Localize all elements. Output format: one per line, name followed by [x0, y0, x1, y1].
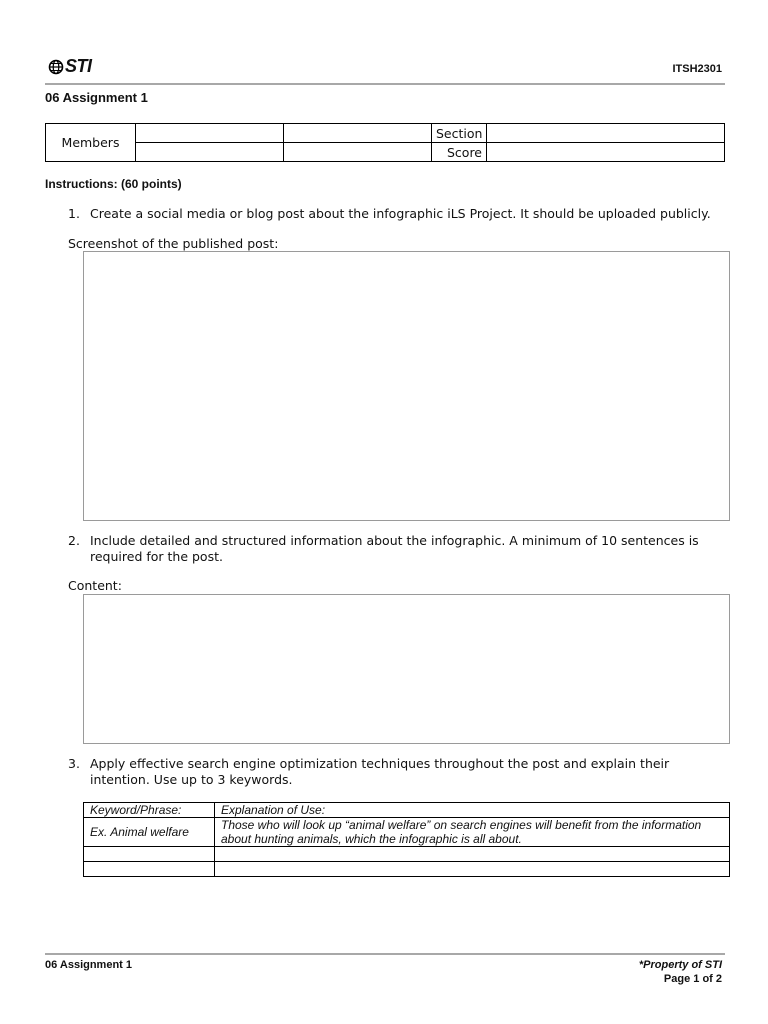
instruction-item — [68, 533, 728, 565]
keyword-cell[interactable] — [84, 847, 215, 862]
explanation-cell[interactable] — [215, 847, 730, 862]
screenshot-box[interactable] — [83, 251, 730, 521]
instructions-heading: Instructions: (60 points) — [45, 177, 182, 191]
logo-text: STI — [65, 56, 92, 76]
footer-title: 06 Assignment 1 — [45, 959, 133, 971]
item-number: 3. — [68, 756, 80, 771]
item-number: 1. — [68, 206, 80, 221]
members-label: Members — [46, 124, 136, 162]
content-caption: Content: — [68, 578, 122, 593]
table-row — [84, 847, 730, 862]
section-field[interactable] — [487, 124, 725, 143]
table-row — [84, 818, 730, 847]
keyword-table-header — [84, 803, 730, 818]
table-row — [84, 862, 730, 877]
members-table — [45, 123, 725, 162]
instruction-item — [68, 206, 728, 222]
explanation-header: Explanation of Use: — [215, 803, 730, 818]
page-title: 06 Assignment 1 — [45, 90, 148, 105]
item-text: Create a social media or blog post about the infographic iLS Project. It should be uploaded publicly. — [90, 206, 711, 221]
score-label: Score — [432, 143, 487, 162]
keyword-cell: Ex. Animal welfare — [84, 818, 215, 847]
keyword-table — [83, 802, 730, 877]
footer-divider — [45, 953, 725, 955]
page-number: Page 1 of 2 — [663, 973, 722, 985]
member-field[interactable] — [284, 143, 432, 162]
score-field[interactable] — [487, 143, 725, 162]
explanation-cell: Those who will look up “animal welfare” on search engines will benefit from the information about hunting animals, which the infographic is all about. — [215, 818, 730, 847]
footer-info — [639, 958, 722, 986]
item-number: 2. — [68, 533, 80, 548]
screenshot-caption: Screenshot of the published post: — [68, 236, 279, 251]
header-divider — [45, 83, 725, 85]
globe-icon — [48, 59, 64, 75]
content-box[interactable] — [83, 594, 730, 744]
member-field[interactable] — [284, 124, 432, 143]
instruction-item — [68, 756, 728, 788]
course-code: ITSH2301 — [672, 63, 722, 75]
keyword-cell[interactable] — [84, 862, 215, 877]
item-text: Apply effective search engine optimization techniques throughout the post and explain their intention. Use up to 3 keywords. — [90, 756, 670, 787]
member-field[interactable] — [136, 124, 284, 143]
explanation-cell[interactable] — [215, 862, 730, 877]
keyword-header: Keyword/Phrase: — [84, 803, 215, 818]
property-notice: *Property of STI — [638, 959, 722, 971]
item-text: Include detailed and structured information about the infographic. A minimum of 10 sentences is required for the post. — [90, 533, 699, 564]
section-label: Section — [432, 124, 487, 143]
sti-logo — [48, 56, 92, 77]
member-field[interactable] — [136, 143, 284, 162]
